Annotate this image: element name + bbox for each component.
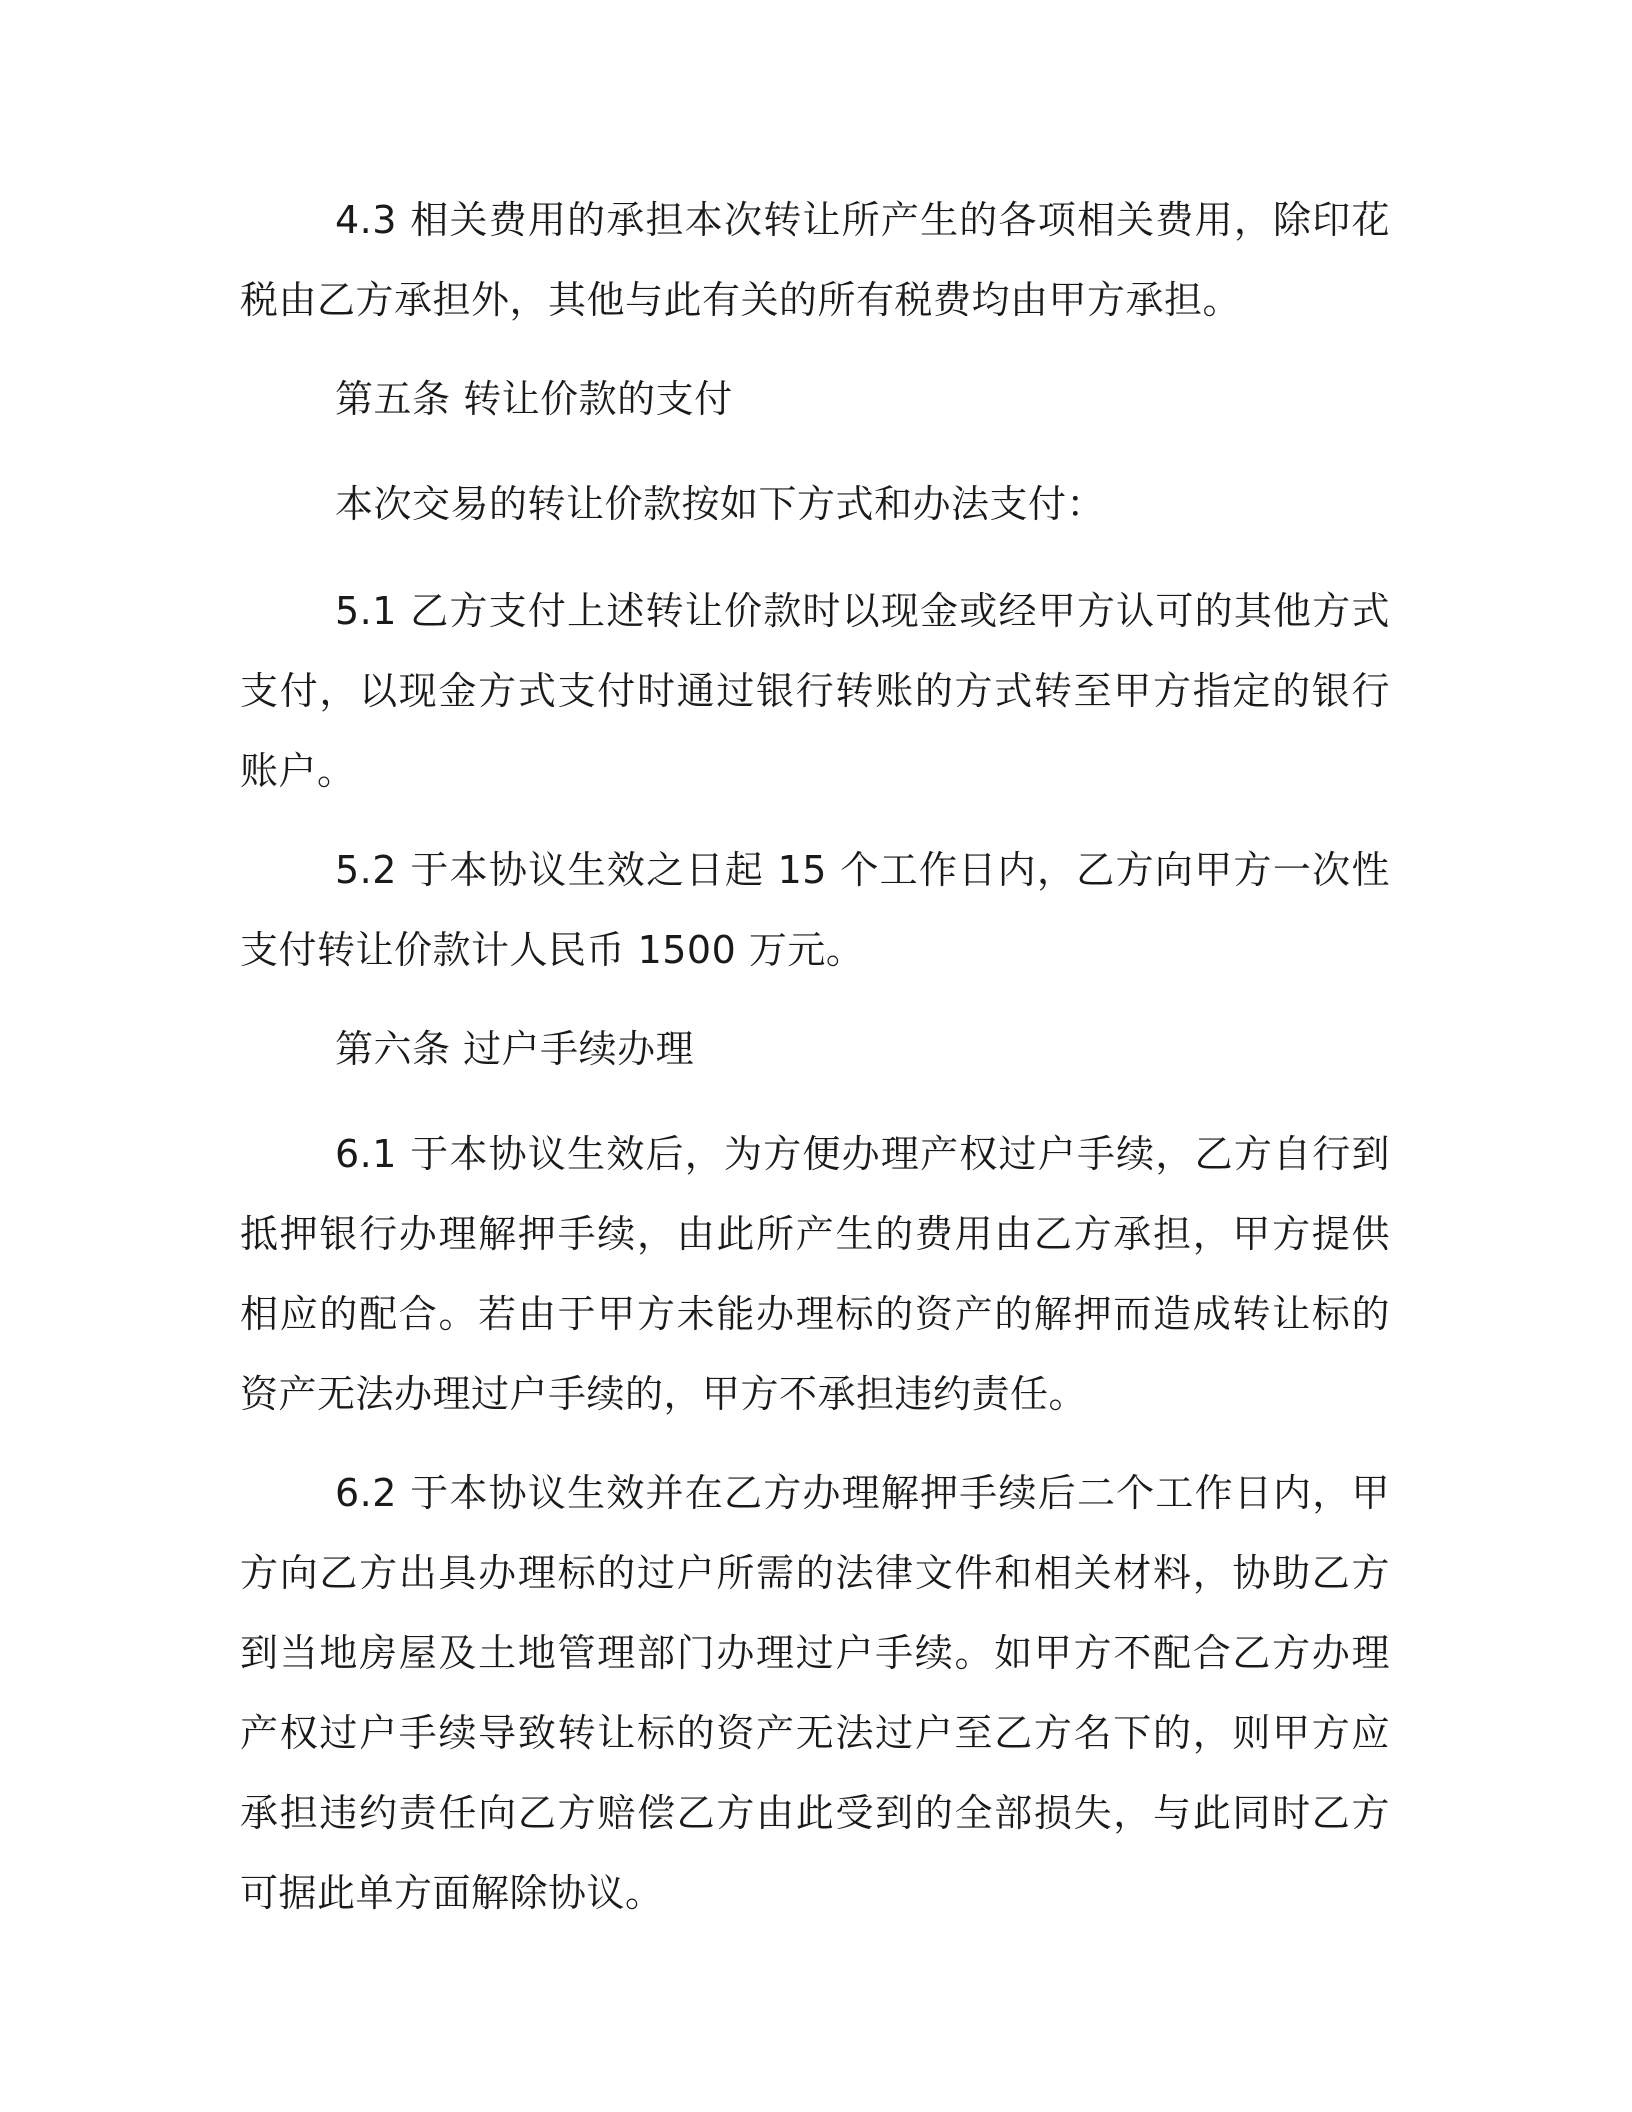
document-body [240, 180, 1390, 1933]
article-5-heading: 第五条 转让价款的支付 [335, 377, 733, 421]
clause-5-1: 5.1 乙方支付上述转让价款时以现金或经甲方认可的其他方式支付，以现金方式支付时通过银行转账的方式转至甲方指定的银行账户。 [240, 589, 1390, 793]
clause-6-1: 6.1 于本协议生效后，为方便办理产权过户手续，乙方自行到抵押银行办理解押手续，由此所产生的费用由乙方承担，甲方提供相应的配合。若由于甲方未能办理标的资产的解押而造成转让标的资产无法办理过户手续的，甲方不承担违约责任。 [240, 1132, 1390, 1416]
clause-6-2: 6.2 于本协议生效并在乙方办理解押手续后二个工作日内，甲方向乙方出具办理标的过户所需的法律文件和相关材料，协助乙方到当地房屋及土地管理部门办理过户手续。如甲方不配合乙方办理产权过户手续导致转让标的资产无法过户至乙方名下的，则甲方应承担违约责任向乙方赔偿乙方由此受到的全部损失，与此同时乙方可据此单方面解除协议。 [240, 1471, 1390, 1915]
article-5-intro: 本次交易的转让价款按如下方式和办法支付： [335, 482, 1106, 526]
article-6-heading: 第六条 过户手续办理 [335, 1027, 695, 1071]
clause-4-3: 4.3 相关费用的承担本次转让所产生的各项相关费用，除印花税由乙方承担外，其他与此有关的所有税费均由甲方承担。 [240, 198, 1390, 322]
clause-5-2: 5.2 于本协议生效之日起 15 个工作日内，乙方向甲方一次性支付转让价款计人民币 1500 万元。 [240, 848, 1390, 972]
